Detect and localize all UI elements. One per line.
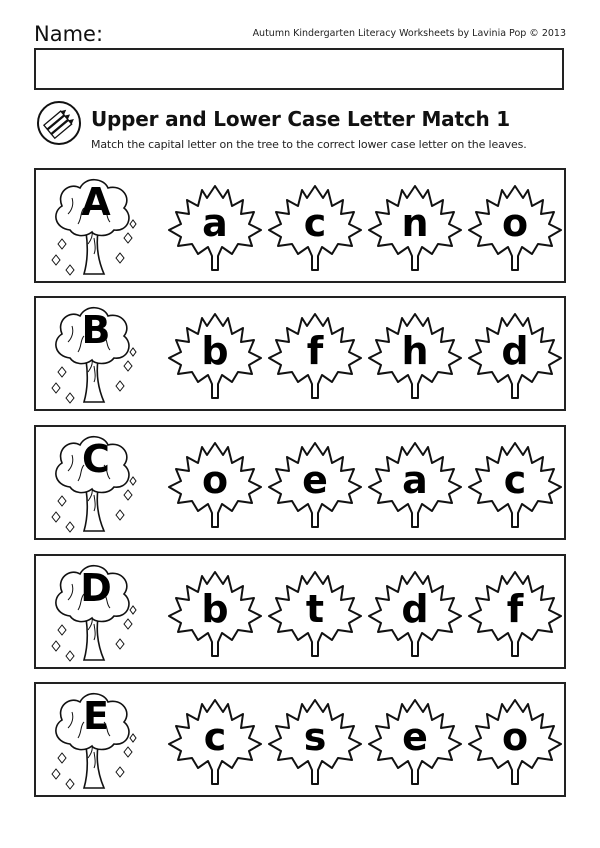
lowercase-letter: c [303, 201, 327, 245]
tree-icon [44, 302, 140, 408]
lowercase-letter: d [401, 587, 429, 631]
lowercase-letter: e [302, 458, 328, 502]
match-row-2 [34, 296, 566, 411]
leaf-option[interactable] [166, 437, 264, 533]
lowercase-letter: f [506, 587, 524, 631]
leaf-option[interactable] [266, 437, 364, 533]
lowercase-letter: a [202, 201, 228, 245]
lowercase-letter: c [503, 458, 527, 502]
lowercase-letter: e [402, 715, 428, 759]
capital-letter: C [82, 437, 110, 481]
crayons-pencil-icon [36, 100, 82, 146]
tree-icon [44, 431, 140, 537]
leaf-option[interactable] [366, 437, 464, 533]
name-field[interactable] [34, 48, 564, 90]
instructions: Match the capital letter on the tree to the correct lower case letter on the leaves. [91, 138, 527, 151]
lowercase-letter: o [201, 458, 229, 502]
lowercase-letter: s [303, 715, 327, 759]
capital-letter: D [80, 566, 112, 610]
tree-icon [44, 174, 140, 280]
capital-letter: E [83, 694, 109, 738]
match-row-4 [34, 554, 566, 669]
leaf-option[interactable] [366, 566, 464, 662]
leaf-option[interactable] [466, 180, 564, 276]
lowercase-letter: h [401, 329, 429, 373]
capital-letter: B [81, 308, 111, 352]
lowercase-letter: b [201, 587, 229, 631]
match-row-5 [34, 682, 566, 797]
leaf-option[interactable] [166, 694, 264, 790]
lowercase-letter: n [401, 201, 429, 245]
leaf-option[interactable] [266, 180, 364, 276]
leaf-option[interactable] [266, 308, 364, 404]
credit-text: Autumn Kindergarten Literacy Worksheets by Lavinia Pop © 2013 [252, 28, 566, 39]
lowercase-letter: c [203, 715, 227, 759]
leaf-option[interactable] [466, 694, 564, 790]
page-title: Upper and Lower Case Letter Match 1 [91, 107, 510, 131]
lowercase-letter: t [305, 587, 325, 631]
leaf-option[interactable] [466, 566, 564, 662]
leaf-option[interactable] [366, 694, 464, 790]
leaf-option[interactable] [266, 694, 364, 790]
match-row-3 [34, 425, 566, 540]
lowercase-letter: o [501, 201, 529, 245]
lowercase-letter: a [402, 458, 428, 502]
leaf-option[interactable] [166, 308, 264, 404]
capital-letter: A [81, 180, 111, 224]
leaf-option[interactable] [266, 566, 364, 662]
lowercase-letter: d [501, 329, 529, 373]
leaf-option[interactable] [466, 308, 564, 404]
lowercase-letter: o [501, 715, 529, 759]
tree-icon [44, 560, 140, 666]
leaf-option[interactable] [166, 180, 264, 276]
leaf-option[interactable] [366, 180, 464, 276]
leaf-option[interactable] [366, 308, 464, 404]
leaf-option[interactable] [166, 566, 264, 662]
match-row-1 [34, 168, 566, 283]
tree-icon [44, 688, 140, 794]
lowercase-letter: f [306, 329, 324, 373]
leaf-option[interactable] [466, 437, 564, 533]
lowercase-letter: b [201, 329, 229, 373]
name-label: Name: [34, 22, 104, 46]
